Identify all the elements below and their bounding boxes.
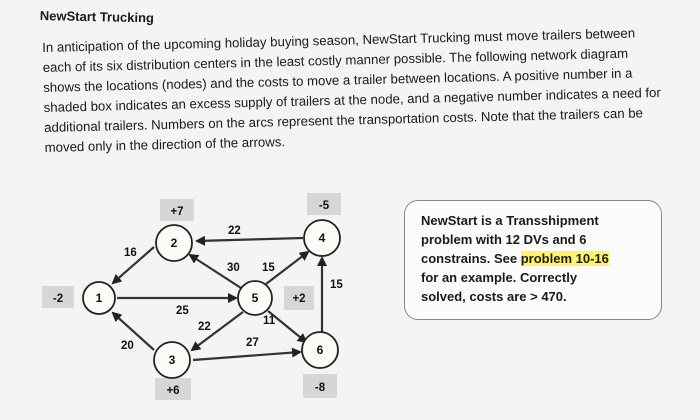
supply-label-4: -5 [318,200,330,212]
node-5-label: 5 [251,291,259,305]
node-3-label: 3 [168,353,176,367]
document-title: NewStart Trucking [39,8,155,26]
supply-label-1: -2 [52,293,64,305]
supply-label-2: +7 [170,206,184,218]
callout-line-3 [421,249,651,268]
cost-4-2: 22 [228,225,241,237]
supply-label-6: -8 [314,382,326,394]
callout-highlight: problem 10-16 [520,251,609,266]
supply-label-5: +2 [292,293,306,305]
callout-line-3-text: constrains. See [421,251,521,266]
node-1-label: 1 [95,291,103,305]
arc-4-to-2 [197,238,303,241]
supply-label-3: +6 [166,385,180,397]
cost-3-1: 20 [121,340,134,352]
arc-3-to-6 [193,352,300,360]
node-2-label: 2 [170,236,178,250]
cost-5-2: 30 [227,262,240,274]
cost-5-6: 11 [263,315,276,327]
cost-2-1: 16 [124,247,137,259]
node-4-label: 4 [318,231,326,245]
node-6-label: 6 [316,343,324,357]
callout-line-4: for an example. Correctly [421,270,578,285]
cost-5-4: 15 [262,262,275,274]
cost-6-4: 15 [330,279,343,291]
callout-line-2: problem with 12 DVs and 6 [421,232,587,247]
cost-1-5: 25 [176,305,189,317]
problem-description: In anticipation of the upcoming holiday buying season, NewStart Trucking must move trailers between each of its six distribution centers in the least costly manner possible. The following network diagram shows the locations (nodes) and the costs to move a trailer between locations. A positive number in a shaded box indicates an excess supply of trailers at the node, and a negative number indicates a need for additional trailers. Numbers on the arcs represent the transportation costs. Note that the trailers can be moved only in the direction of the arrows. [42,25,661,155]
note-callout [404,200,662,320]
cost-5-3: 22 [198,321,211,333]
callout-line-5: solved, costs are > 470. [421,289,567,304]
callout-line-1: NewStart is a Transshipment [421,213,599,228]
cost-3-6: 27 [246,337,259,349]
